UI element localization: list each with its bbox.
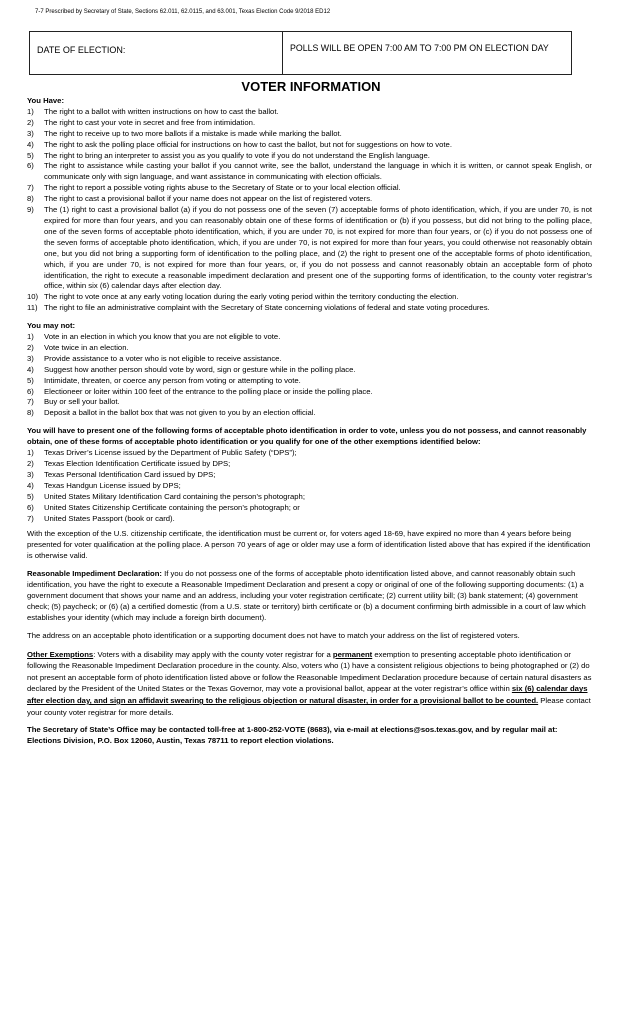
list-item xyxy=(27,459,592,470)
list-item xyxy=(27,387,592,398)
you-may-not-list xyxy=(27,332,592,419)
permanent-word: permanent xyxy=(332,649,373,659)
list-item-text: Texas Personal Identification Card issued by DPS; xyxy=(44,469,216,479)
list-item xyxy=(27,151,592,162)
list-item-number: 6) xyxy=(27,161,34,171)
list-item-text: Intimidate, threaten, or coerce any person from voting or attempting to vote. xyxy=(44,375,301,385)
list-item-text: United States Military Identification Card containing the person’s photograph; xyxy=(44,491,305,501)
list-item-number: 1) xyxy=(27,332,34,342)
list-item xyxy=(27,514,592,525)
list-item-number: 6) xyxy=(27,502,34,512)
list-item-number: 5) xyxy=(27,150,34,160)
list-item xyxy=(27,303,592,314)
other-exemptions-label: Other Exemptions xyxy=(27,649,94,659)
list-item xyxy=(27,503,592,514)
list-item-number: 6) xyxy=(27,386,34,396)
list-item-number: 2) xyxy=(27,342,34,352)
list-item xyxy=(27,481,592,492)
address-note: The address on an acceptable photo identification or a supporting document does not have to match your address on the list of registered voters. xyxy=(27,630,520,640)
list-item xyxy=(27,470,592,481)
list-item-number: 4) xyxy=(27,364,34,374)
list-item-text: United States Citizenship Certificate containing the person’s photograph; or xyxy=(44,502,300,512)
expiration-note: With the exception of the U.S. citizenship certificate, the identification must be current or, for voters aged 18-69, have expired no more than 4 years before being presented for voter qualification at the polling place. A person 70 years of age or older may use a form of identification listed above that has expired if the identification is otherwise valid. xyxy=(27,529,591,561)
list-item xyxy=(27,183,592,194)
list-item-text: Provide assistance to a voter who is not eligible to receive assistance. xyxy=(44,353,282,363)
list-item-text: Deposit a ballot in the ballot box that was not given to you by an election official. xyxy=(44,408,316,418)
rid-text: If you do not possess one of the forms of acceptable photo identification listed above, and cannot reasonably obtain such identification, you have the right to execute a Reasonable Impediment Declaration and present a copy or original of one of the following supporting documents: (1) a government document that shows your name and an address, including your voter registration certificate; (2) current utility bill; (3) bank statement; (4) government check; (5) paycheck; or (6) (a) a certified domestic (from a U.S. state or territory) birth certificate or (b) a document confirming birth admissible in a court of law which establishes your identity (which may include a foreign birth document). xyxy=(27,569,586,622)
list-item-number: 8) xyxy=(27,194,34,204)
list-item xyxy=(27,107,592,118)
list-item-text: Texas Election Identification Certificate issued by DPS; xyxy=(44,459,231,468)
list-item xyxy=(27,205,592,292)
list-item xyxy=(27,332,592,343)
list-item-text: The right to cast a provisional ballot if your name does not appear on the list of registered voters. xyxy=(44,194,373,204)
list-item-text: Buy or sell your ballot. xyxy=(44,397,120,407)
list-item xyxy=(27,140,592,151)
list-item-text: Suggest how another person should vote by word, sign or gesture while in the polling place. xyxy=(44,364,356,374)
list-item-text: The right to file an administrative complaint with the Secretary of State concerning violations of federal and state voting procedures. xyxy=(44,303,490,313)
list-item-text: The right to assistance while casting your ballot if you cannot write, see the ballot, understand the language in which it is written, or cannot speak English, or communicate only with sign language, and want assistance in communicating with election officials. xyxy=(44,161,592,182)
list-item-number: 1) xyxy=(27,106,34,116)
list-item-text: The right to ask the polling place official for instructions on how to cast the ballot, but not for suggestions on how to vote. xyxy=(44,139,452,149)
list-item xyxy=(27,408,592,419)
you-may-not-heading: You may not: xyxy=(27,321,76,331)
list-item-text: The (1) right to cast a provisional ballot (a) if you do not possess one of the seven (7) acceptable forms of photo identification, which, if you are under 70, is not expired for more than four years, and you can reasonably obtain one of these forms of identification or (b) if you possess, but did not bring to the polling place, one of the seven forms of acceptable photo identification, which, if you are under 70, is not expired for more than four years, or (c) if you do not possess one of the seven forms of acceptable photo identification, which, if you are under 70, is not expired for more than four years, you could otherwise not reasonably obtain one, but you did not bring a supporting form of identification to the polling place, and (2) the right to present one of the acceptable forms of photo identification, which, if you are under 70, is not expired for more than four years, or, if you do not possess and cannot reasonably obtain an acceptable form of photo identification, the right to execute a reasonable impediment declaration and present one of the supporting forms of identification, to the county voter registrar’s office, within six (6) calendar days after election day. xyxy=(44,205,592,291)
election-header-box xyxy=(29,31,572,75)
list-item-text: The right to bring an interpreter to assist you as you qualify to vote if you do not understand the English language. xyxy=(44,150,430,160)
list-item-number: 3) xyxy=(27,128,34,138)
prescribed-note: 7-7 Prescribed by Secretary of State, Sections 62.011, 62.0115, and 63.001, Texas Election Code 9/2018 ED12 xyxy=(35,9,331,15)
other-text-2: exemption to presenting acceptable photo identification or following the Reasonable Impediment Declaration procedure in the county. Also, voters who (1) have a consistent religious objections to being photographed or (2) do not present an acceptable form of photo identification listed above or follow the Reasonable Impediment Declaration procedure because of certain natural disasters as declared by the President of the United States or the Texas Governor, may vote a provisional ballot, appear at the voter registrar’s office within xyxy=(27,649,592,694)
list-item-number: 11) xyxy=(27,303,38,313)
deadline-text: six (6) calendar days after election day, and sign an affidavit swearing to the religious objection or natural disaster, in order for a provisional ballot to be counted. xyxy=(27,684,588,705)
list-item-number: 4) xyxy=(27,139,34,149)
list-item-text: The right to a ballot with written instructions on how to cast the ballot. xyxy=(44,106,279,116)
list-item-number: 3) xyxy=(27,353,34,363)
rid-label: Reasonable Impediment Declaration: xyxy=(27,569,162,579)
list-item xyxy=(27,292,592,303)
list-item-text: Vote in an election in which you know that you are not eligible to vote. xyxy=(44,332,281,342)
list-item-text: The right to report a possible voting rights abuse to the Secretary of State or to your local election official. xyxy=(44,183,401,193)
list-item xyxy=(27,129,592,140)
list-item-number: 2) xyxy=(27,459,34,468)
list-item xyxy=(27,343,592,354)
list-item xyxy=(27,161,592,183)
list-item-number: 9) xyxy=(27,205,34,215)
list-item-number: 8) xyxy=(27,408,34,418)
date-of-election-field: DATE OF ELECTION: xyxy=(30,32,283,74)
document-body xyxy=(27,96,592,747)
list-item xyxy=(27,354,592,365)
list-item-number: 7) xyxy=(27,183,34,193)
list-item-text: Electioneer or loiter within 100 feet of the entrance to the polling place or inside the polling place. xyxy=(44,386,373,396)
list-item xyxy=(27,365,592,376)
other-text-1: : Voters with a disability may apply with the county voter registrar for a xyxy=(93,649,333,659)
list-item-text: Texas Handgun License issued by DPS; xyxy=(44,480,181,490)
you-have-list xyxy=(27,107,592,314)
list-item-number: 4) xyxy=(27,480,34,490)
you-have-heading: You Have: xyxy=(27,96,65,105)
list-item-text: The right to vote once at any early voting location during the early voting period within the territory conducting the election. xyxy=(44,292,459,302)
photo-id-heading: You will have to present one of the following forms of acceptable photo identification in order to vote, unless you do not possess, and cannot reasonably obtain, one of these forms of acceptable photo identification or you qualify for one of the other exemptions identified below: xyxy=(27,426,587,447)
list-item-text: Texas Driver’s License issued by the Department of Public Safety (“DPS”); xyxy=(44,448,297,458)
list-item-number: 5) xyxy=(27,491,34,501)
list-item-number: 7) xyxy=(27,513,34,523)
other-text-3: Please contact your county voter registrar for more details. xyxy=(27,695,591,717)
list-item xyxy=(27,397,592,408)
other-exemptions-paragraph xyxy=(27,649,592,719)
list-item-number: 10) xyxy=(27,292,39,302)
list-item xyxy=(27,448,592,459)
photo-id-list xyxy=(27,448,592,524)
polls-open-notice: POLLS WILL BE OPEN 7:00 AM TO 7:00 PM ON ELECTION DAY xyxy=(290,43,549,53)
list-item-number: 3) xyxy=(27,469,34,479)
list-item-number: 2) xyxy=(27,117,34,127)
contact-info: The Secretary of State’s Office may be contacted toll-free at 1-800-252-VOTE (8683), via e-mail at elections@sos.texas.gov, and by regular mail at: Elections Division, P.O. Box 12060, Austin, Texas 78711 to report election violations. xyxy=(27,725,558,746)
list-item-text: United States Passport (book or card). xyxy=(44,513,175,523)
list-item-number: 1) xyxy=(27,448,34,458)
list-item xyxy=(27,118,592,129)
list-item xyxy=(27,194,592,205)
list-item-text: The right to cast your vote in secret and free from intimidation. xyxy=(44,117,256,127)
page-title: VOTER INFORMATION xyxy=(241,79,381,94)
list-item xyxy=(27,492,592,503)
rid-paragraph xyxy=(27,569,592,624)
list-item-number: 7) xyxy=(27,397,34,407)
list-item-number: 5) xyxy=(27,375,34,385)
list-item-text: The right to receive up to two more ballots if a mistake is made while marking the ballot. xyxy=(44,128,342,138)
list-item xyxy=(27,376,592,387)
list-item-text: Vote twice in an election. xyxy=(44,342,129,352)
